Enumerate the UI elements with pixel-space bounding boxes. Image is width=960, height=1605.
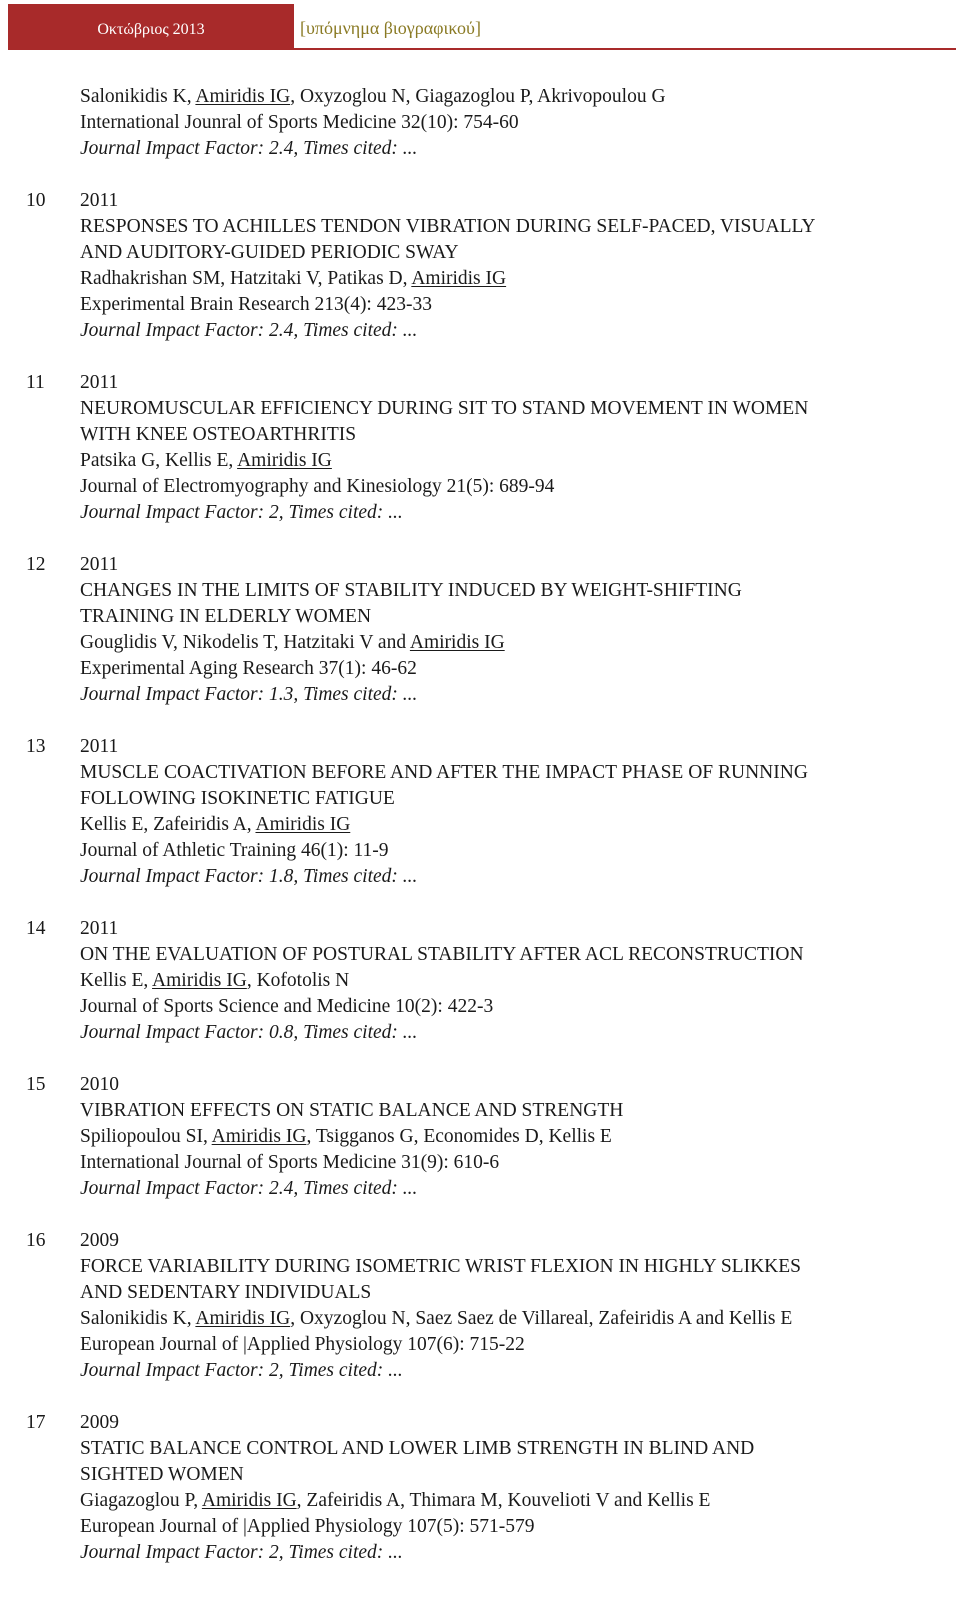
publication-number: 15 [26,1074,46,1095]
publication-year: 2011 [80,736,119,757]
publication-authors [80,1306,930,1332]
publication-title-line: MUSCLE COACTIVATION BEFORE AND AFTER THE IMPACT PHASE OF RUNNING [80,762,808,783]
author-highlighted: Amiridis IG [195,1308,291,1329]
publication-title-line: AND AUDITORY-GUIDED PERIODIC SWAY [80,242,459,263]
publication-year: 2011 [80,918,119,939]
publication-journal: European Journal of |Applied Physiology 107(6): 715-22 [80,1334,525,1355]
author-text: , Oxyzoglou N, Giagazoglou P, Akrivopoulou G [290,86,666,107]
publication-impact: Journal Impact Factor: 2, Times cited: ... [80,1360,403,1381]
publication-year: 2009 [80,1230,119,1251]
publication-title-line: WITH KNEE OSTEOARTHRITIS [80,424,357,445]
publication-impact: Journal Impact Factor: 2.4, Times cited: ... [80,1178,418,1199]
publication-impact: Journal Impact Factor: 1.3, Times cited: ... [80,684,418,705]
publication-journal: Experimental Aging Research 37(1): 46-62 [80,658,417,679]
publication-impact: Journal Impact Factor: 2, Times cited: ... [80,1542,403,1563]
author-text: Radhakrishan SM, Hatzitaki V, Patikas D, [80,268,412,289]
author-text: Gouglidis V, Nikodelis T, Hatzitaki V and [80,632,410,653]
publication-year: 2011 [80,190,119,211]
publication-entry [0,1228,960,1384]
publication-authors [80,968,930,994]
publication-journal: Journal of Electromyography and Kinesiology 21(5): 689-94 [80,476,555,497]
author-text: Salonikidis K, [80,1308,196,1329]
publication-entry [0,734,960,890]
publication-authors [80,1124,930,1150]
publication-title-line: ON THE EVALUATION OF POSTURAL STABILITY AFTER ACL RECONSTRUCTION [80,944,804,965]
publication-title-line: AND SEDENTARY INDIVIDUALS [80,1282,372,1303]
publication-title-line: FORCE VARIABILITY DURING ISOMETRIC WRIST FLEXION IN HIGHLY SLIKKES [80,1256,801,1277]
publication-journal: European Journal of |Applied Physiology 107(5): 571-579 [80,1516,535,1537]
publication-list [0,84,960,1592]
header-date: Οκτώβριος 2013 [8,4,294,48]
publication-entry [0,1072,960,1202]
header-rule [8,48,956,50]
author-highlighted: Amiridis IG [201,1490,297,1511]
author-text: Salonikidis K, [80,86,196,107]
publication-title-line: CHANGES IN THE LIMITS OF STABILITY INDUCED BY WEIGHT-SHIFTING [80,580,742,601]
publication-impact: Journal Impact Factor: 2.4, Times cited: ... [80,320,418,341]
publication-number: 12 [26,554,46,575]
publication-title-line: RESPONSES TO ACHILLES TENDON VIBRATION DURING SELF-PACED, VISUALLY [80,216,816,237]
publication-number: 13 [26,736,46,757]
publication-entry-continued [0,84,960,162]
publication-number: 10 [26,190,46,211]
author-text: Kellis E, Zafeiridis A, [80,814,256,835]
publication-entry [0,552,960,708]
header-document-title: [υπόμνημα βιογραφικού] [300,18,481,38]
publication-title-line: VIBRATION EFFECTS ON STATIC BALANCE AND STRENGTH [80,1100,624,1121]
publication-impact: Journal Impact Factor: 2.4, Times cited: ... [80,138,418,159]
publication-authors [80,630,930,656]
publication-title-line: SIGHTED WOMEN [80,1464,244,1485]
author-text: , Tsigganos G, Economides D, Kellis E [306,1126,612,1147]
publication-journal: International Journal of Sports Medicine 31(9): 610-6 [80,1152,500,1173]
publication-title-line: FOLLOWING ISOKINETIC FATIGUE [80,788,395,809]
author-highlighted: Amiridis IG [195,86,291,107]
publication-year: 2009 [80,1412,119,1433]
publication-number: 17 [26,1412,46,1433]
author-highlighted: Amiridis IG [237,450,332,471]
publication-entry [0,370,960,526]
publication-title-line: NEUROMUSCULAR EFFICIENCY DURING SIT TO STAND MOVEMENT IN WOMEN [80,398,809,419]
author-highlighted: Amiridis IG [211,1126,307,1147]
publication-authors [80,1488,930,1514]
author-highlighted: Amiridis IG [255,814,351,835]
publication-number: 14 [26,918,46,939]
author-text: Kellis E, [80,970,153,991]
publication-authors [80,448,930,474]
publication-authors [80,266,930,292]
publication-number: 16 [26,1230,46,1251]
publication-journal: Journal of Sports Science and Medicine 10(2): 422-3 [80,996,494,1017]
publication-title-line: TRAINING IN ELDERLY WOMEN [80,606,372,627]
publication-authors [80,812,930,838]
publication-entries [0,188,960,1566]
author-text: Spiliopoulou SI, [80,1126,212,1147]
publication-journal: Journal of Athletic Training 46(1): 11-9 [80,840,389,861]
publication-entry [0,916,960,1046]
publication-impact: Journal Impact Factor: 1.8, Times cited: ... [80,866,418,887]
page-header [8,4,956,48]
publication-entry [0,188,960,344]
author-text: , Oxyzoglou N, Saez Saez de Villareal, Zafeiridis A and Kellis E [290,1308,793,1329]
author-text: Patsika G, Kellis E, [80,450,238,471]
publication-authors [80,84,930,110]
publication-impact: Journal Impact Factor: 2, Times cited: ... [80,502,403,523]
publication-journal: International Jounral of Sports Medicine 32(10): 754-60 [80,112,519,133]
author-text: , Kofotolis N [246,970,350,991]
publication-number: 11 [26,372,45,393]
publication-year: 2011 [80,554,119,575]
publication-entry [0,1410,960,1566]
publication-year: 2011 [80,372,119,393]
publication-year: 2010 [80,1074,119,1095]
author-highlighted: Amiridis IG [409,632,505,653]
author-text: Giagazoglou P, [80,1490,202,1511]
author-highlighted: Amiridis IG [152,970,247,991]
publication-impact: Journal Impact Factor: 0.8, Times cited: ... [80,1022,418,1043]
author-highlighted: Amiridis IG [411,268,507,289]
publication-journal: Experimental Brain Research 213(4): 423-33 [80,294,432,315]
publication-title-line: STATIC BALANCE CONTROL AND LOWER LIMB STRENGTH IN BLIND AND [80,1438,755,1459]
author-text: , Zafeiridis A, Thimara M, Kouvelioti V and Kellis E [296,1490,711,1511]
